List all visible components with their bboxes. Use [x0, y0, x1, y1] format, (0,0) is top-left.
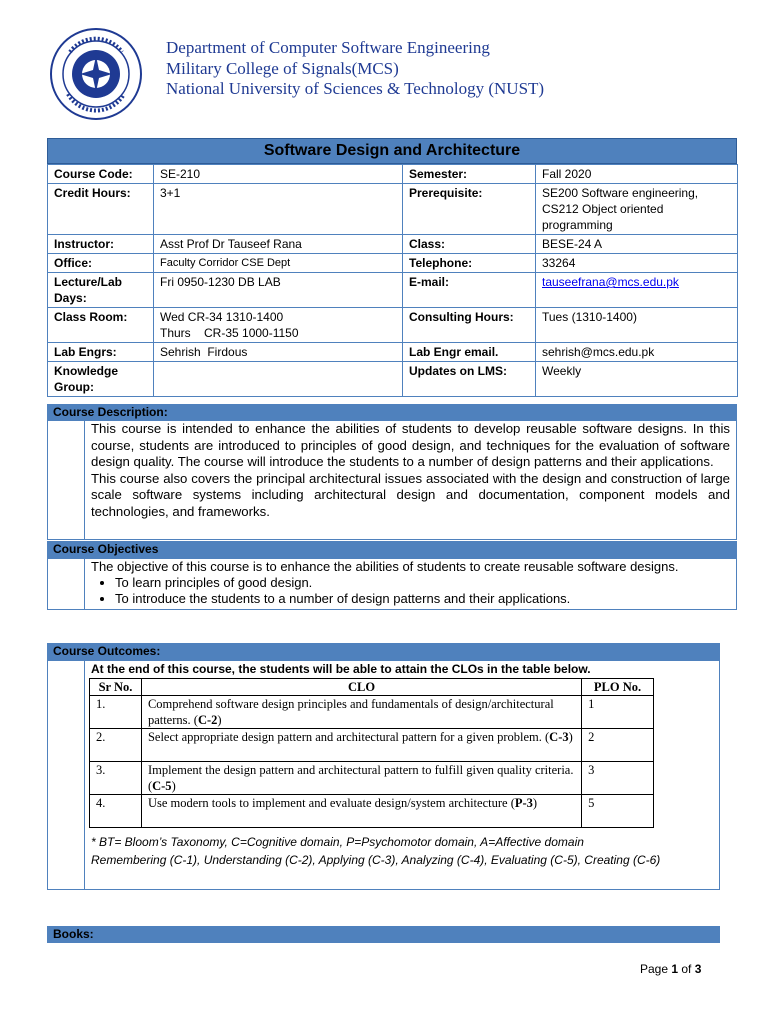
column-header: Sr No. [90, 679, 142, 696]
university-name: National University of Sciences & Technology (NUST) [166, 79, 545, 98]
table-row [48, 165, 738, 184]
info-label: E-mail: [403, 273, 536, 308]
table-row [48, 184, 738, 235]
course-outcomes-box [47, 660, 720, 890]
description-paragraph: This course also covers the principal architectural issues associated with the design and construction of large scale software systems including architectural design and documentation, component models and technologies, and frameworks. [91, 470, 730, 519]
info-value [154, 308, 403, 343]
plo-number: 1 [582, 696, 654, 729]
info-value [154, 362, 403, 397]
clo-sr: 1. [90, 696, 142, 729]
info-value: Faculty Corridor CSE Dept [154, 254, 403, 273]
table-row [48, 254, 738, 273]
course-title: Software Design and Architecture [47, 138, 737, 164]
clo-sr: 4. [90, 795, 142, 828]
info-value: Tues (1310-1400) [536, 308, 738, 343]
class-room-line: Thurs CR-35 1000-1150 [160, 326, 299, 340]
course-description-box [47, 420, 737, 540]
plo-number: 3 [582, 762, 654, 795]
table-row [48, 273, 738, 308]
page-current: 1 [671, 962, 679, 976]
info-label: Telephone: [403, 254, 536, 273]
clo-desc: Use modern tools to implement and evaluate design/system architecture [147, 796, 508, 810]
books-heading: Books: [47, 926, 720, 943]
info-value: Fri 0950-1230 DB LAB [154, 273, 403, 308]
objective-item: • To introduce the students to a number of design patterns and their applications. [115, 591, 736, 607]
column-header: CLO [141, 679, 581, 696]
objective-item: • To learn principles of good design. [115, 575, 736, 591]
clo-text: Use modern tools to implement and evaluate design/system architecture (P-3) [141, 795, 581, 828]
info-value: sehrish@mcs.edu.pk [536, 343, 738, 362]
info-label: Course Code: [48, 165, 154, 184]
class-room-line: Wed CR-34 1310-1400 [160, 310, 284, 324]
department-name: Department of Computer Software Engineering [166, 38, 490, 57]
description-paragraph: This course is intended to enhance the abilities of students to develop reusable software designs. In this course, students are introduced to principles of good design, and techniques for the evaluation of software design quality. The course will introduce the students to a number of design patterns and their applications. [91, 421, 730, 469]
clo-desc: Comprehend software design principles and fundamentals of design/architectural patterns. [147, 697, 554, 727]
info-label: Credit Hours: [48, 184, 154, 235]
info-value: 33264 [536, 254, 738, 273]
course-outcomes-heading: Course Outcomes: [47, 643, 720, 660]
info-label: Consulting Hours: [403, 308, 536, 343]
clo-text: Select appropriate design pattern and architectural pattern for a given problem. (C-3) [141, 729, 581, 762]
page-total: 3 [694, 962, 702, 976]
course-objectives-heading: Course Objectives [47, 541, 737, 558]
info-label: Lab Engrs: [48, 343, 154, 362]
table-row [90, 696, 654, 729]
table-row [90, 762, 654, 795]
clo-level: C-5 [152, 779, 172, 793]
clo-sr: 2. [90, 729, 142, 762]
info-label: Knowledge Group: [48, 362, 154, 397]
clo-level: C-2 [197, 713, 218, 727]
info-value: Fall 2020 [536, 165, 738, 184]
table-row [48, 362, 738, 397]
page-number [640, 962, 701, 976]
info-label: Prerequisite: [403, 184, 536, 235]
clo-sr: 3. [90, 762, 142, 795]
info-label: Office: [48, 254, 154, 273]
info-label: Class Room: [48, 308, 154, 343]
info-value: SE-210 [154, 165, 403, 184]
clo-table [89, 678, 654, 828]
info-value: Asst Prof Dr Tauseef Rana [154, 235, 403, 254]
plo-number: 5 [582, 795, 654, 828]
course-objectives-box [47, 558, 737, 610]
page-prefix: Page [640, 962, 672, 976]
bt-levels-note: Remembering (C-1), Understanding (C-2), Applying (C-3), Analyzing (C-4), Evaluating (C-5), Creating (C-6) [91, 853, 661, 867]
info-label: Class: [403, 235, 536, 254]
clo-text: Comprehend software design principles and fundamentals of design/architectural patterns. (C-2) [141, 696, 581, 729]
table-row [48, 235, 738, 254]
email-link[interactable]: tauseefrana@mcs.edu.pk [542, 275, 679, 289]
bt-note: * BT= Bloom’s Taxonomy, C=Cognitive domain, P=Psychomotor domain, A=Affective domain [91, 835, 584, 849]
info-label: Instructor: [48, 235, 154, 254]
clo-text: Implement the design pattern and architectural pattern to fulfill given quality criteria. (C-5) [141, 762, 581, 795]
info-label: Lab Engr email. [403, 343, 536, 362]
plo-number: 2 [582, 729, 654, 762]
info-label: Updates on LMS: [403, 362, 536, 397]
info-value: Weekly [536, 362, 738, 397]
table-header-row [90, 679, 654, 696]
page-of: of [678, 962, 695, 976]
table-row [90, 729, 654, 762]
college-name: Military College of Signals(MCS) [166, 59, 399, 78]
outcomes-intro: At the end of this course, the students will be able to attain the CLOs in the table below. [91, 662, 591, 676]
info-value [536, 273, 738, 308]
table-row [90, 795, 654, 828]
clo-level: P-3 [514, 796, 533, 810]
clo-desc: Implement the design pattern and architectural pattern to fulfill given quality criteria. [147, 763, 574, 777]
info-label: Semester: [403, 165, 536, 184]
info-value: BESE-24 A [536, 235, 738, 254]
table-row [48, 343, 738, 362]
info-label: Lecture/Lab Days: [48, 273, 154, 308]
course-description-heading: Course Description: [47, 404, 737, 421]
objectives-intro: The objective of this course is to enhance the abilities of students to create reusable software designs. [91, 559, 679, 574]
clo-desc: Select appropriate design pattern and architectural pattern for a given problem. [147, 730, 542, 744]
course-info-table [47, 138, 737, 397]
info-value: SE200 Software engineering, CS212 Object oriented programming [536, 184, 738, 235]
info-value: 3+1 [154, 184, 403, 235]
table-row [48, 308, 738, 343]
nust-logo [50, 28, 142, 120]
info-value: Sehrish Firdous [154, 343, 403, 362]
clo-level: C-3 [549, 730, 569, 744]
column-header: PLO No. [582, 679, 654, 696]
